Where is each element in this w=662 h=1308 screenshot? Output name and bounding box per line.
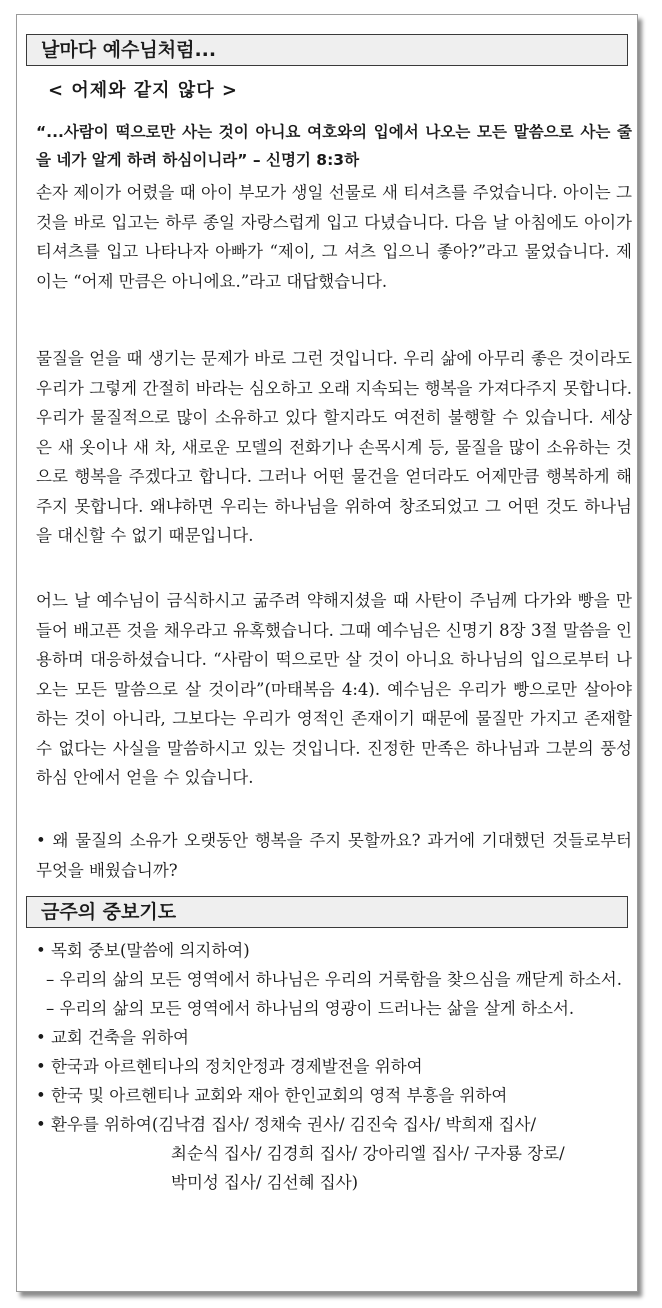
prayer-list <box>36 936 632 1197</box>
prayer-item-nations: • 한국과 아르헨티나의 정치안정과 경제발전을 위하여 <box>36 1057 423 1076</box>
reflection-question: • 왜 물질의 소유가 오랫동안 행복을 주지 못할까요? 과거에 기대했던 것들로부터 무엇을 배웠습니까? <box>36 831 632 880</box>
devotional-subtitle: < 어제와 같지 않다 > <box>48 80 238 101</box>
prayer-item-revival: • 한국 및 아르헨티나 교회와 재아 한인교회의 영적 부흥을 위하여 <box>36 1086 508 1105</box>
devotional-paragraph-2: 물질을 얻을 때 생기는 문제가 바로 그런 것입니다. 우리 삶에 아무리 좋은 것이라도 우리가 그렇게 간절히 바라는 심오하고 오래 지속되는 행복을 가져다주지 못합니다. 우리가 물질적으로 많이 소유하고 있다 할지라도 여전히 불행할 수 있습니다. 세상은 새 옷이나 새 차, 새로운 모델의 전화기나 손목시계 등, 물질을 많이 소유하는 것으로 행복을 주겠다고 합니다. 그러나 어떤 물건을 얻더라도 어제만큼 행복하게 해 주지 못합니다. 왜냐하면 우리는 하나님을 위하여 창조되었고 그 어떤 것도 하나님을 대신할 수 없기 때문입니다. <box>36 349 632 545</box>
prayer-item-patients: • 환우를 위하여(김낙겸 집사/ 정채숙 권사/ 김진숙 집사/ 박희재 집사/ <box>36 1115 537 1134</box>
prayer-subitem-glory <box>36 994 632 1023</box>
prayer-section-header: 금주의 중보기도 <box>26 896 628 928</box>
daily-section-header: 날마다 예수님처럼... <box>26 34 628 66</box>
devotional-paragraph-1: 손자 제이가 어렸을 때 아이 부모가 생일 선물로 새 티셔츠를 주었습니다. 아이는 그것을 바로 입고는 하루 종일 자랑스럽게 입고 다녔습니다. 다음 날 아침에도 아이가 티셔츠를 입고 나타나자 아빠가 “제이, 그 셔츠 입으니 좋아?”라고 물었습니다. 제이는 “어제 만큼은 아니에요.”라고 대답했습니다. <box>36 183 632 291</box>
prayer-item-patients-cont-1: 최순식 집사/ 김경희 집사/ 강아리엘 집사/ 구자룡 장로/ <box>171 1144 565 1163</box>
prayer-item-church-building: • 교회 건축을 위하여 <box>36 1028 189 1047</box>
prayer-item-patients-cont-2: 박미성 집사/ 김선혜 집사) <box>171 1173 359 1192</box>
prayer-item-pastoral: • 목회 중보(말씀에 의지하여) <box>36 941 250 960</box>
prayer-subitem-glory-text: – 우리의 삶의 모든 영역에서 하나님의 영광이 드러나는 삶을 살게 하소서. <box>46 999 575 1018</box>
prayer-subitem-holiness <box>36 965 632 994</box>
scripture-verse: “...사람이 떡으로만 사는 것이 아니요 여호와의 입에서 나오는 모든 말씀으로 사는 줄을 네가 알게 하려 하심이니라” – 신명기 8:3하 <box>36 123 632 169</box>
prayer-subitem-holiness-text: – 우리의 삶의 모든 영역에서 하나님은 우리의 거룩함을 찾으심을 깨닫게 하소서. <box>46 970 622 989</box>
devotional-paragraph-3: 어느 날 예수님이 금식하시고 굶주려 약해지셨을 때 사탄이 주님께 다가와 빵을 만들어 배고픈 것을 채우라고 유혹했습니다. 그때 예수님은 신명기 8장 3절 말씀을 인용하며 대응하셨습니다. “사람이 떡으로만 살 것이 아니요 하나님의 입으로부터 나오는 모든 말씀으로 살 것이라”(마태복음 4:4). 예수님은 우리가 빵으로만 살아야 하는 것이 아니라, 그보다는 우리가 영적인 존재이기 때문에 물질만 가지고 존재할 수 없다는 사실을 말씀하시고 있는 것입니다. 진정한 만족은 하나님과 그분의 풍성하심 안에서 얻을 수 있습니다. <box>36 591 632 787</box>
